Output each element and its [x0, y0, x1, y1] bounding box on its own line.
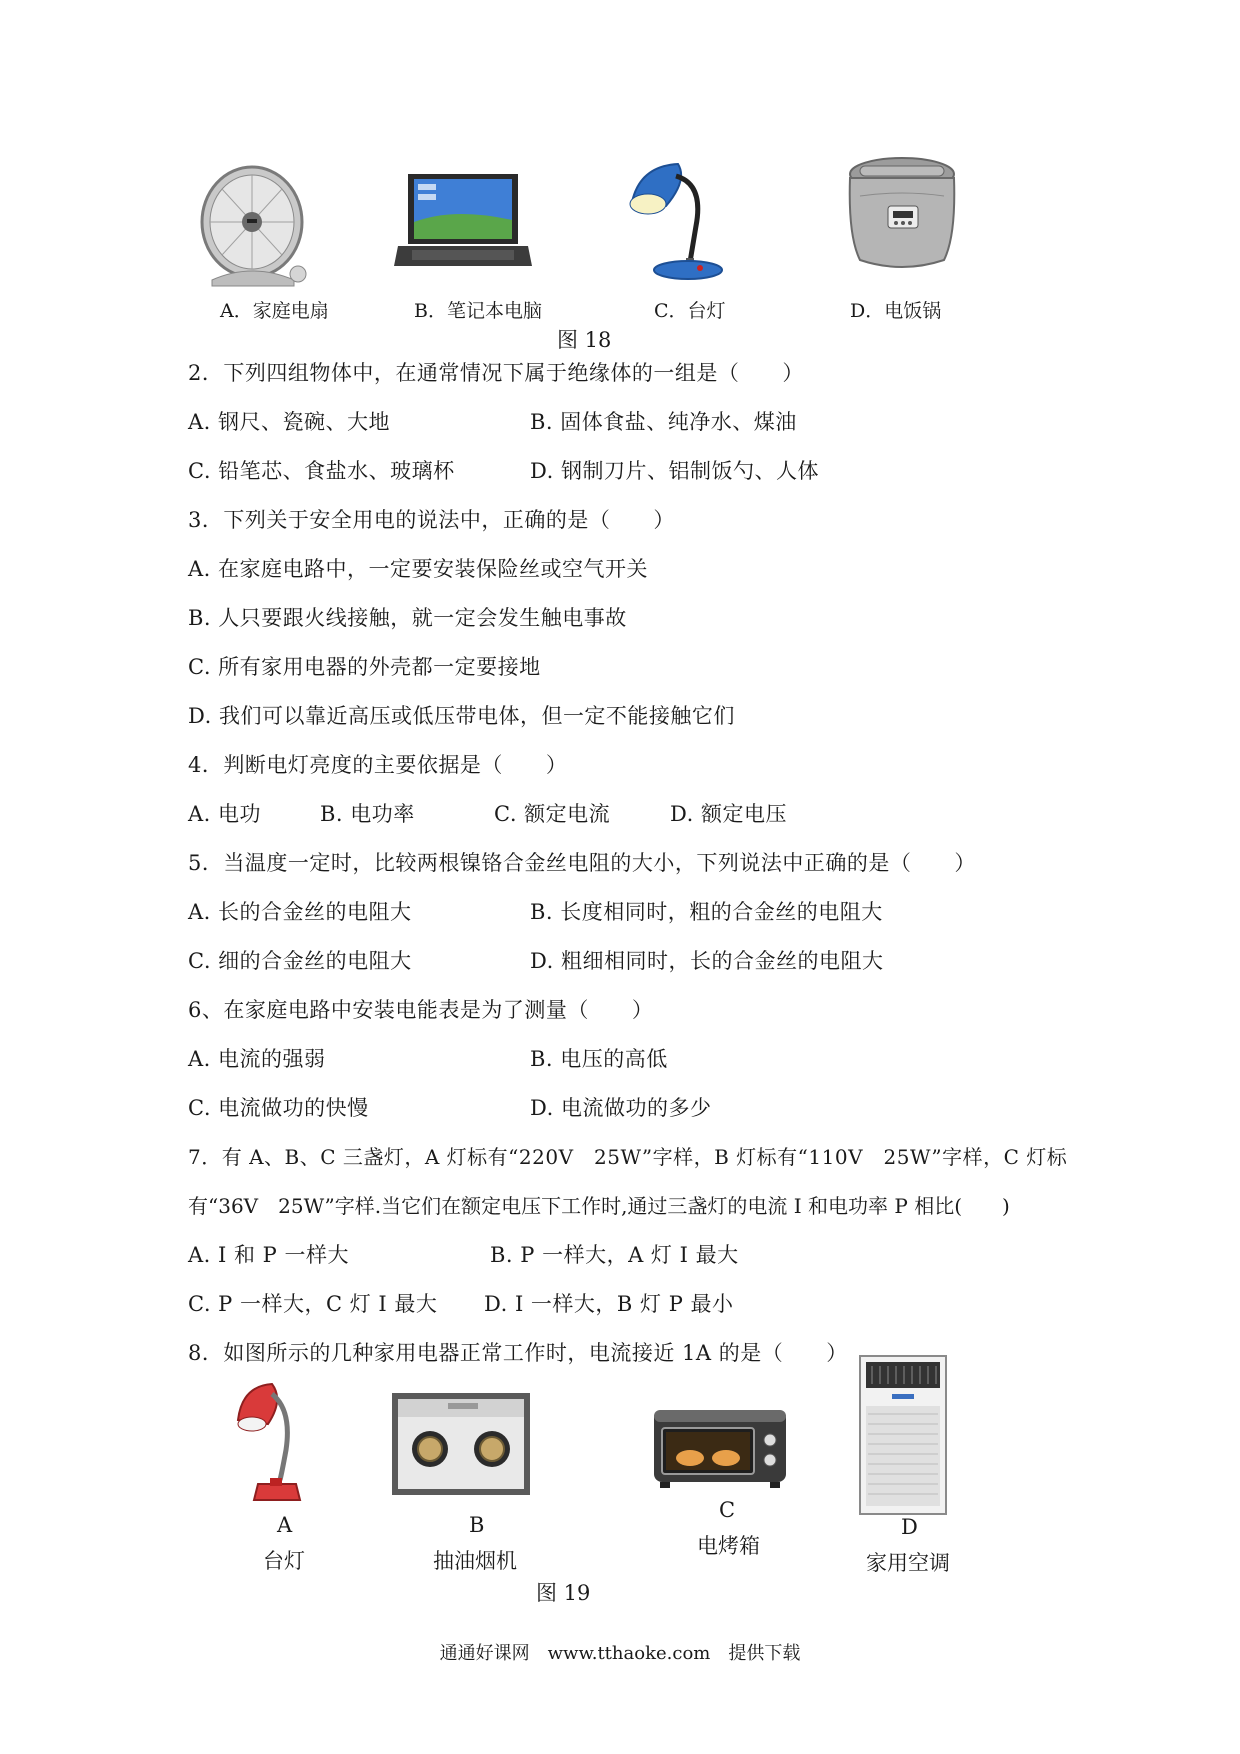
question-4-stem: 4．判断电灯亮度的主要依据是（ ） [188, 753, 568, 777]
question-6-stem: 6、在家庭电路中安装电能表是为了测量（ ） [188, 998, 654, 1022]
question-2-stem: 2．下列四组物体中，在通常情况下属于绝缘体的一组是（ ） [188, 361, 804, 385]
figure19-letter-a: A [277, 1513, 293, 1537]
question-7-option-a: A. I 和 P 一样大 [188, 1243, 349, 1267]
figure19-name-a: 台灯 [263, 1549, 305, 1573]
desk-lamp-icon [626, 162, 728, 282]
question-5-stem: 5．当温度一定时，比较两根镍铬合金丝电阻的大小，下列说法中正确的是（ ） [188, 851, 976, 875]
figure19-name-c: 电烤箱 [697, 1534, 760, 1558]
question-3-option-d: D. 我们可以靠近高压或低压带电体，但一定不能接触它们 [188, 704, 735, 728]
question-5-option-c: C. 细的合金丝的电阻大 [188, 949, 412, 973]
question-7-option-b: B. P 一样大，A 灯 I 最大 [490, 1243, 739, 1267]
page-footer: 通通好课网 www.tthaoke.com 提供下载 [439, 1643, 801, 1664]
question-7-option-c: C. P 一样大，C 灯 I 最大 [188, 1292, 438, 1316]
question-3-option-a: A. 在家庭电路中，一定要安装保险丝或空气开关 [188, 557, 649, 581]
question-6-option-a: A. 电流的强弱 [188, 1047, 326, 1071]
question-6-option-d: D. 电流做功的多少 [530, 1096, 712, 1120]
question-4-option-d: D. 额定电压 [670, 802, 787, 826]
question-4-option-b: B. 电功率 [320, 802, 415, 826]
question-4-option-c: C. 额定电流 [494, 802, 611, 826]
figure19-letter-c: C [719, 1498, 736, 1522]
figure18-option-d: D．电饭锅 [850, 300, 942, 322]
question-7-stem-line1: 7．有 A、B、C 三盏灯，A 灯标有“220V 25W”字样，B 灯标有“110V 25W”字样，C 灯标 [188, 1145, 1068, 1169]
figure19-letter-b: B [469, 1513, 485, 1537]
figure19-caption: 图 19 [536, 1581, 591, 1605]
question-5-option-b: B. 长度相同时，粗的合金丝的电阻大 [530, 900, 883, 924]
question-2-option-d: D. 钢制刀片、铝制饭勺、人体 [530, 459, 819, 483]
toaster-oven-icon [650, 1404, 790, 1490]
question-3-option-c: C. 所有家用电器的外壳都一定要接地 [188, 655, 541, 679]
question-8-stem: 8．如图所示的几种家用电器正常工作时，电流接近 1A 的是（ ） [188, 1341, 848, 1365]
question-2-option-b: B. 固体食盐、纯净水、煤油 [530, 410, 797, 434]
figure18-option-b: B．笔记本电脑 [414, 300, 542, 322]
figure18-option-c: C．台灯 [654, 300, 726, 322]
question-2-option-c: C. 铅笔芯、食盐水、玻璃杯 [188, 459, 455, 483]
air-conditioner-icon [858, 1354, 948, 1516]
question-6-option-b: B. 电压的高低 [530, 1047, 668, 1071]
range-hood-icon [392, 1393, 530, 1495]
figure19-name-b: 抽油烟机 [433, 1549, 517, 1573]
question-5-option-a: A. 长的合金丝的电阻大 [188, 900, 412, 924]
figure18-option-a: A．家庭电扇 [220, 300, 329, 322]
figure19-name-d: 家用空调 [866, 1551, 950, 1575]
question-2-option-a: A. 钢尺、瓷碗、大地 [188, 410, 391, 434]
desk-fan-icon [198, 162, 310, 288]
question-5-option-d: D. 粗细相同时，长的合金丝的电阻大 [530, 949, 884, 973]
question-3-stem: 3．下列关于安全用电的说法中，正确的是（ ） [188, 508, 675, 532]
figure18-caption: 图 18 [557, 328, 612, 352]
question-7-option-d: D. I 一样大，B 灯 P 最小 [484, 1292, 734, 1316]
clip-lamp-icon [236, 1380, 308, 1508]
question-6-option-c: C. 电流做功的快慢 [188, 1096, 369, 1120]
rice-cooker-icon [840, 156, 964, 274]
question-4-option-a: A. 电功 [188, 802, 262, 826]
figure19-letter-d: D [901, 1515, 918, 1539]
question-3-option-b: B. 人只要跟火线接触，就一定会发生触电事故 [188, 606, 627, 630]
question-7-stem-line2: 有“36V 25W”字样.当它们在额定电压下工作时,通过三盏灯的电流 I 和电功率 P 相比( ) [188, 1194, 1010, 1218]
laptop-icon [394, 172, 532, 276]
